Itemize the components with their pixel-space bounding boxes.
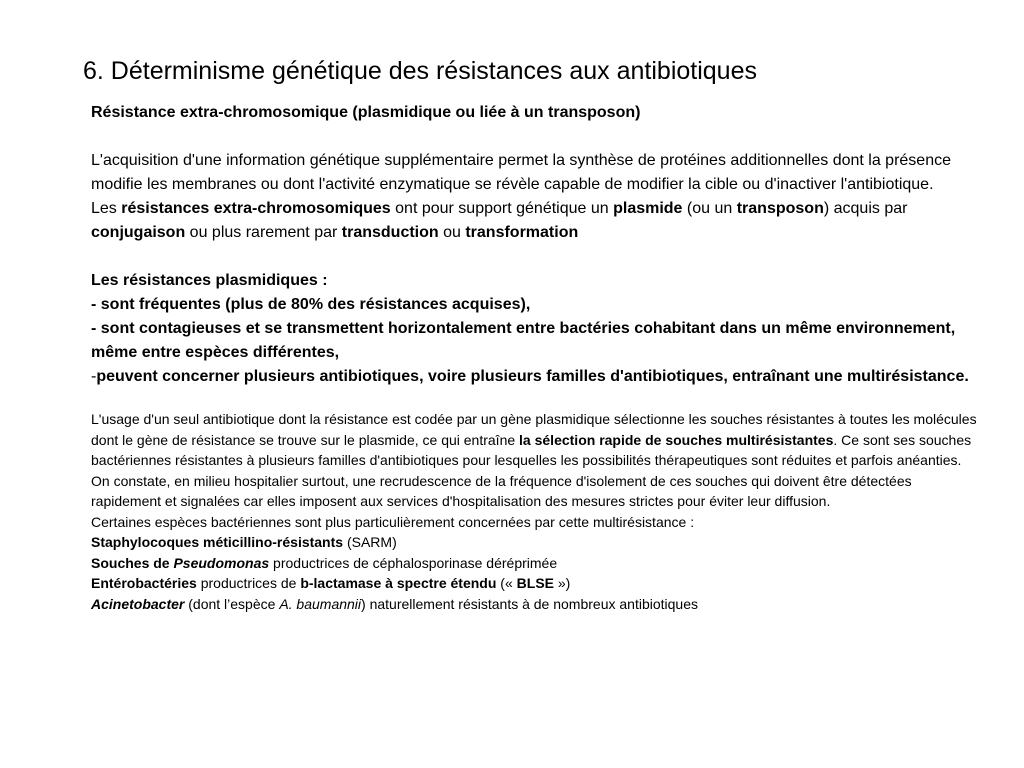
species-acinetobacter-text-2: ) naturellement résistants à de nombreux antibiotiques	[361, 595, 698, 612]
species-line-acinetobacter	[91, 594, 981, 615]
species-enterobacteria-blse-full: b-lactamase à spectre étendu	[300, 575, 497, 591]
species-enterobacteria-text-2: («	[496, 575, 517, 591]
support-text-5: ou plus rarement par	[185, 224, 342, 241]
species-sarm-name: Staphylocoques méticillino-résistants	[91, 534, 344, 550]
usage-paragraph	[91, 409, 981, 512]
species-line-sarm	[91, 532, 981, 553]
support-paragraph	[91, 197, 981, 245]
spacer	[91, 389, 981, 409]
support-term-extra-chromosomal: résistances extra-chromosomiques	[121, 200, 391, 217]
plasmid-point-contagious: - sont contagieuses et se transmettent horizontalement entre bactéries cohabitant dans un même environnement, même entre espèces différentes,	[91, 320, 956, 361]
species-pseudomonas-name	[173, 555, 269, 571]
support-term-transformation: transformation	[465, 224, 579, 241]
spacer	[91, 245, 981, 269]
plasmid-heading: Les résistances plasmidiques :	[91, 272, 328, 289]
species-enterobacteria-text-3: »)	[554, 575, 571, 591]
support-term-conjugation: conjugaison	[91, 224, 186, 241]
species-acinetobacter-name	[91, 596, 184, 612]
species-line-pseudomonas	[91, 553, 981, 574]
species-enterobacteria-text-1: productrices de	[196, 575, 301, 591]
support-text-4: ) acquis par	[823, 200, 908, 217]
support-text-6: ou	[438, 224, 466, 241]
species-enterobacteria-name: Entérobactéries	[91, 575, 197, 591]
slide-title: 6. Déterminisme génétique des résistances aux antibiotiques	[83, 57, 757, 85]
plasmid-point-multiresistance	[91, 365, 981, 389]
species-intro: Certaines espèces bactériennes sont plus particulièrement concernées par cette multirésistance :	[91, 513, 695, 530]
support-term-transduction: transduction	[341, 224, 439, 241]
plasmid-point-dash: -	[91, 368, 97, 385]
plasmid-point-frequent: - sont fréquentes (plus de 80% des résistances acquises),	[91, 296, 531, 313]
species-acinetobacter-text-1: (dont l’espèce	[184, 595, 280, 612]
species-pseudomonas-italic: Pseudomonas	[173, 554, 270, 571]
section-heading: Résistance extra-chromosomique (plasmidique ou liée à un transposon)	[91, 104, 641, 121]
support-text-3: (ou un	[682, 200, 737, 217]
species-pseudomonas-desc: productrices de céphalosporinase déréprimée	[269, 554, 558, 571]
support-term-transposon: transposon	[736, 200, 824, 217]
species-line-enterobacteria	[91, 573, 981, 594]
species-enterobacteria-blse: BLSE	[516, 575, 554, 591]
usage-term-selection: la sélection rapide de souches multirésistantes	[519, 431, 834, 448]
usage-text-2: . Ce sont ses souches bactériennes résistantes à plusieurs familles d'antibiotiques pour lesquelles les possibilités thérapeutiques sont réduites et parfois anéanties. On constate, en milieu hospitalier surtout, une recrudescence de la fréquence d'isolement de ces souches qui doivent être détectées rapidement et signalées car elles imposent aux services d'hospitalisation des mesures strictes pour éviter leur diffusion.	[91, 431, 972, 509]
species-pseudomonas-prefix: Souches de	[91, 554, 174, 571]
support-text-2: ont pour support génétique un	[390, 200, 614, 217]
species-acinetobacter-italic: Acinetobacter	[91, 595, 185, 612]
species-sarm-abbr: (SARM)	[343, 534, 397, 550]
support-text-1: Les	[91, 200, 122, 217]
usage-text-1: L'usage d'un seul antibiotique dont la résistance est codée par un gène plasmidique sélectionne les souches résistantes à toutes les molécules dont le gène de résistance se trouve sur le plasmide, ce qui entraîne	[91, 411, 977, 448]
slide-content	[91, 101, 981, 614]
support-term-plasmid: plasmide	[613, 200, 683, 217]
intro-paragraph: L'acquisition d'une information génétique supplémentaire permet la synthèse de protéines additionnelles dont la présence modifie les membranes ou dont l'activité enzymatique se révèle capable de modifier la cible ou d'inactiver l'antibiotique.	[91, 152, 951, 193]
spacer	[91, 125, 981, 149]
plasmid-point-multiresistance-text: peuvent concerner plusieurs antibiotiques, voire plusieurs familles d'antibiotiques, entraînant une multirésistance.	[96, 368, 969, 385]
species-acinetobacter-baumannii: A. baumannii	[279, 595, 362, 612]
